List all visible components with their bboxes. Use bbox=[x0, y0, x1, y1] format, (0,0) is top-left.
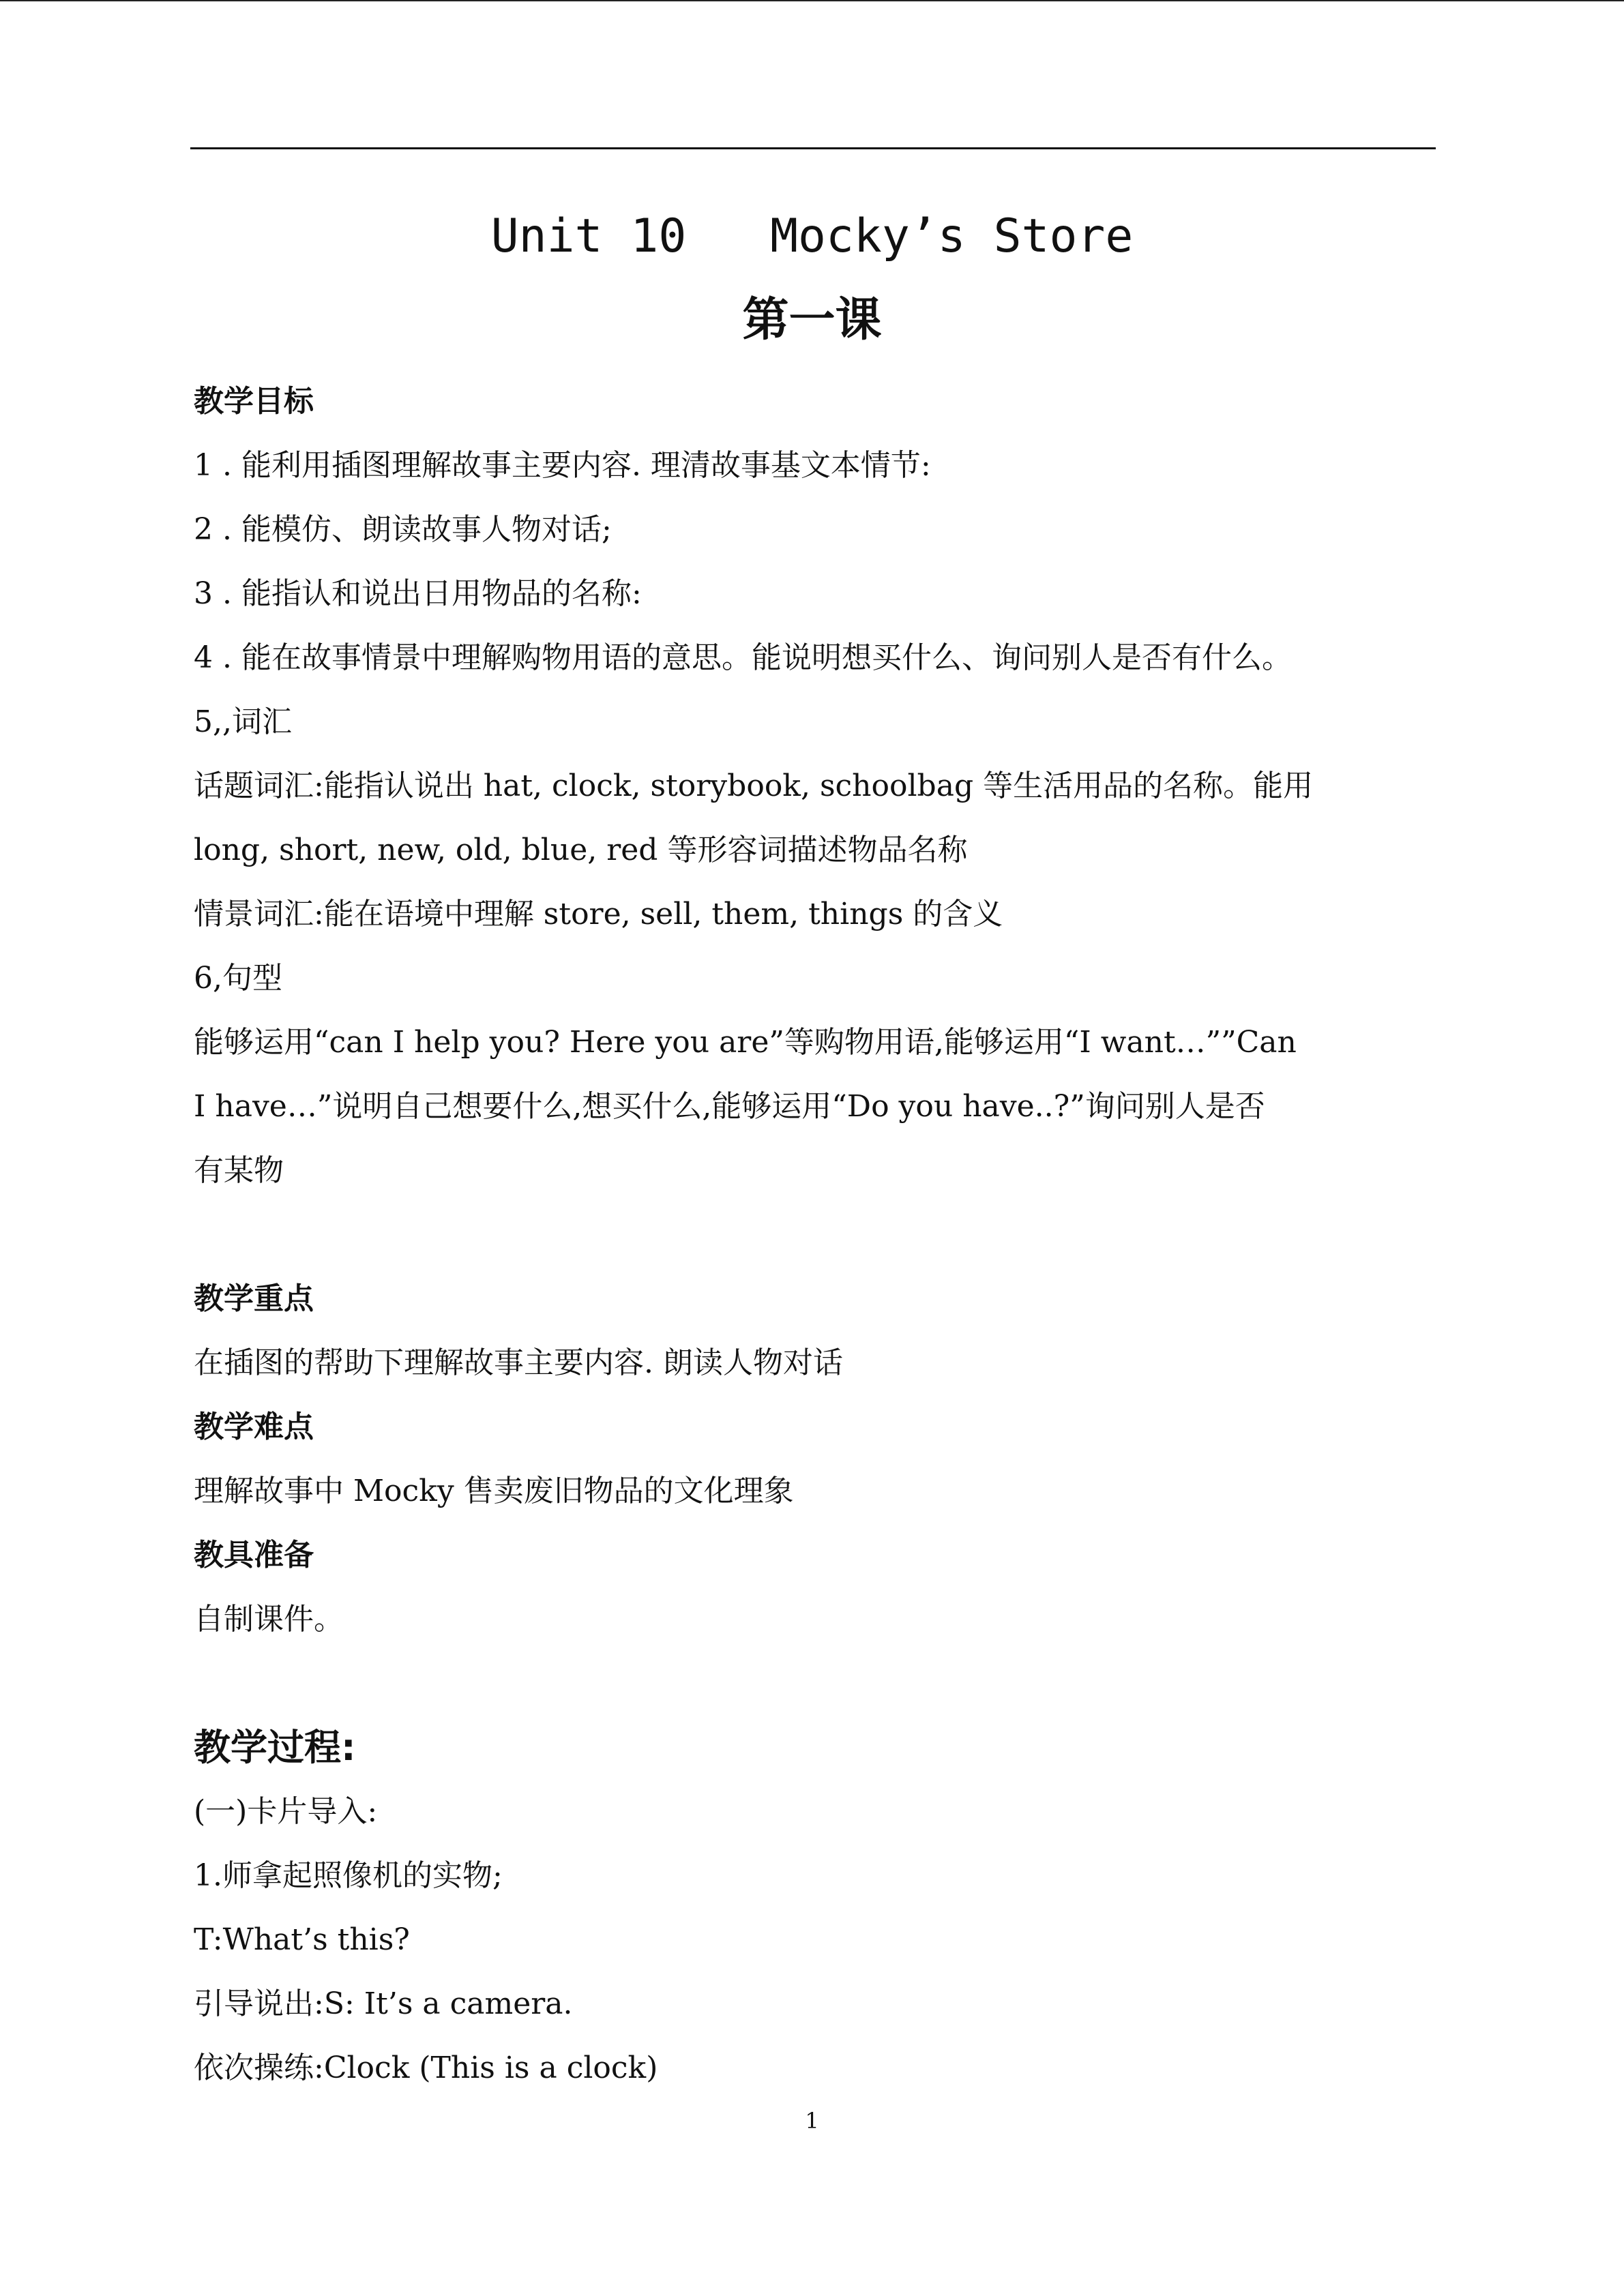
process-line: (一)卡片导入: bbox=[194, 1794, 378, 1829]
header-rule bbox=[190, 147, 1436, 149]
difficulties-heading: 教学难点 bbox=[194, 1410, 314, 1444]
spacer bbox=[194, 1203, 1439, 1267]
objective-line: 3 . 能指认和说出日用物品的名称: bbox=[194, 576, 642, 611]
spacer bbox=[194, 1652, 1439, 1716]
objective-line: 5,,词汇 bbox=[194, 704, 292, 739]
objective-line: 能够运用“can I help you? Here you are”等购物用语,能够运用“I want…””Can bbox=[194, 1025, 1297, 1060]
objective-line: 话题词汇:能指认说出 hat, clock, storybook, schoolbag 等生活用品的名称。能用 bbox=[194, 769, 1314, 803]
key-points-heading: 教学重点 bbox=[194, 1281, 314, 1316]
document-title: Unit 10 Mocky’s Store bbox=[490, 209, 1134, 263]
page-number: 1 bbox=[805, 2108, 819, 2134]
preparation-text: 自制课件。 bbox=[194, 1602, 344, 1637]
process-heading: 教学过程: bbox=[194, 1726, 356, 1769]
objective-line: 4 . 能在故事情景中理解购物用语的意思。能说明想买什么、询问别人是否有什么。 bbox=[194, 640, 1292, 675]
difficulties-text: 理解故事中 Mocky 售卖废旧物品的文化理象 bbox=[194, 1474, 794, 1508]
document-body bbox=[194, 370, 1439, 2100]
lesson-subtitle: 第一课 bbox=[742, 293, 882, 347]
key-points-text: 在插图的帮助下理解故事主要内容. 朗读人物对话 bbox=[194, 1345, 843, 1380]
objective-line: I have…”说明自己想要什么,想买什么,能够运用“Do you have..?”询问别人是否 bbox=[194, 1089, 1265, 1124]
objectives-heading: 教学目标 bbox=[194, 384, 314, 419]
objective-line: 情景词汇:能在语境中理解 store, sell, them, things 的含义 bbox=[194, 897, 1003, 931]
objective-line: 1 . 能利用插图理解故事主要内容. 理清故事基文本情节: bbox=[194, 448, 931, 483]
objective-line: 2 . 能模仿、朗读故事人物对话; bbox=[194, 512, 612, 547]
preparation-heading: 教具准备 bbox=[194, 1538, 314, 1572]
objective-line: 有某物 bbox=[194, 1153, 284, 1188]
process-line: T:What’s this? bbox=[194, 1922, 410, 1957]
objective-line: long, short, new, old, blue, red 等形容词描述物品名称 bbox=[194, 833, 968, 867]
objective-line: 6,句型 bbox=[194, 961, 282, 996]
process-line: 引导说出:S: It’s a camera. bbox=[194, 1986, 573, 2021]
process-line: 1.师拿起照像机的实物; bbox=[194, 1858, 503, 1893]
process-line: 依次操练:Clock (This is a clock) bbox=[194, 2051, 658, 2085]
